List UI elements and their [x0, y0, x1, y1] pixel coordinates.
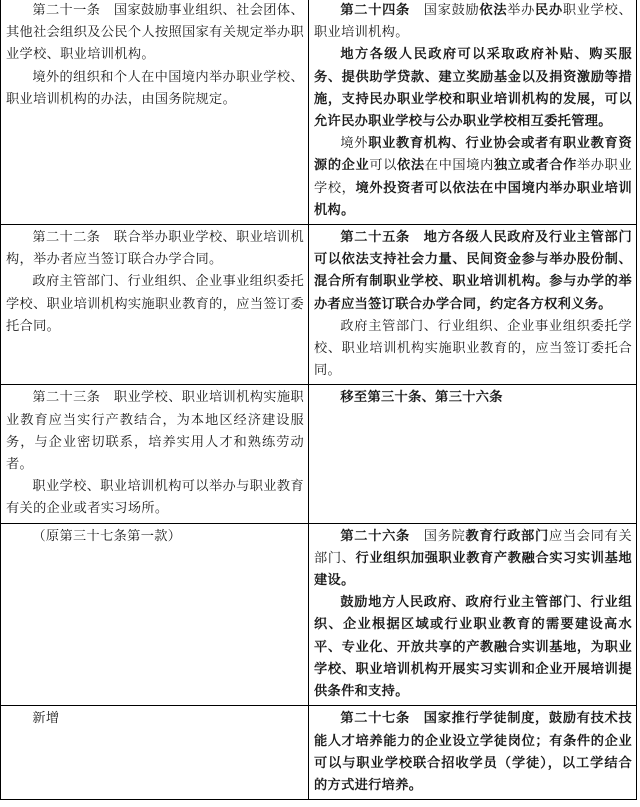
comparison-row	[1, 385, 637, 523]
article-paragraph	[314, 708, 632, 797]
article-paragraph	[6, 387, 304, 476]
comparison-row	[1, 225, 637, 385]
article-paragraph	[314, 316, 632, 383]
article-paragraph	[314, 526, 632, 593]
revised-text: 地方各级人民政府可以采取政府补贴、购买服务、提供助学贷款、建立奖励基金以及捐资激励等措施，支持民办职业学校和职业培训机构的发展，可以允许民办职业学校与公办职业学校相互委托管理。	[314, 47, 632, 130]
revised-text: 第二十四条	[340, 3, 410, 18]
original-note: 新增	[32, 711, 60, 727]
revised-text: 鼓励地方人民政府、政府行业主管部门、行业组织、企业根据区域或行业职业教育的需要建设高水平、专业化、开放共享的产教融合实训基地，为职业学校、职业培训机构开展实习实训和企业开展培训提供条件和支持。	[314, 595, 632, 700]
revised-text: 行业组织加强职业教育产教融合实习实训基地建设。	[314, 550, 632, 589]
text-run: 政府主管部门、行业组织、企业事业组织委托学校、职业培训机构实施职业教育的，应当签订委托合同。	[6, 274, 304, 334]
original-text-cell	[1, 706, 309, 800]
revised-text: 职业教育机构、行业协会或者有职业教育资源的企业	[314, 136, 632, 174]
original-text-cell	[1, 225, 309, 385]
article-paragraph	[6, 0, 304, 67]
comparison-row	[1, 706, 637, 800]
text-run: 职业学校、职业培训机构。	[314, 3, 633, 41]
revised-text-cell	[309, 385, 637, 523]
text-run: 应当会同有关部门、	[314, 528, 632, 566]
article-paragraph	[6, 476, 304, 520]
article-paragraph	[314, 227, 632, 316]
text-run: 举办职业学校，	[314, 158, 633, 196]
revised-text: 依法	[397, 158, 425, 174]
text-run: 境外	[340, 136, 369, 152]
revised-text: 第二十七条 国家推行学徒制度，鼓励有技术技能人才培养能力的企业设立学徒岗位；有条件的企业可以与职业学校联合招收学员（学徒），以工学结合的方式进行培养。	[314, 711, 632, 793]
text-run: 职业学校、职业培训机构可以举办与职业教育有关的企业或者实习场所。	[6, 479, 304, 517]
text-run: 第二十二条 联合举办职业学校、职业培训机构，举办者应当签订联合办学合同。	[6, 230, 304, 268]
revised-text: 民办	[535, 3, 563, 18]
article-paragraph	[6, 67, 304, 111]
revised-text-cell	[309, 0, 637, 225]
text-run: 在中国境内	[424, 158, 494, 174]
revised-text-cell	[309, 706, 637, 800]
article-paragraph	[314, 387, 632, 409]
revised-text: 第二十五条 地方各级人民政府及行业主管部门可以依法支持社会力量、民间资金参与举办股份制、混合所有制职业学校、职业培训机构。参与办学的举办者应当签订联合办学合同，约定各方权利义务。	[314, 230, 632, 312]
revised-text: 第二十六条	[340, 528, 410, 544]
revised-text: 教育行政部门	[465, 528, 549, 544]
article-paragraph	[314, 592, 632, 703]
original-text-cell	[1, 385, 309, 523]
text-run: 境外的组织和个人在中国境内举办职业学校、职业培训机构的办法，由国务院规定。	[6, 69, 304, 107]
original-note: （原第三十七条第一款）	[32, 528, 182, 544]
revised-text: 依法	[479, 3, 508, 18]
comparison-row	[1, 523, 637, 706]
revised-text: 境外投资者可以依法在中国境内举办职业培训机构。	[314, 180, 632, 218]
article-paragraph	[314, 44, 632, 133]
revised-text-cell	[309, 225, 637, 385]
article-paragraph	[6, 271, 304, 338]
comparison-table-body	[1, 0, 637, 800]
revised-text-cell	[309, 523, 637, 706]
article-paragraph	[314, 133, 632, 222]
original-text-cell	[1, 0, 309, 225]
text-run: 国家鼓励	[409, 3, 480, 18]
revised-text: 独立或者合作	[493, 158, 577, 174]
text-run: 第二十三条 职业学校、职业培训机构实施职业教育应当实行产教结合，为本地区经济建设服务，与企业密切联系，培养实用人才和熟练劳动者。	[6, 390, 304, 473]
original-text-cell	[1, 523, 309, 706]
text-run: 政府主管部门、行业组织、企业事业组织委托学校、职业培训机构实施职业教育的，应当签订委托合同。	[314, 318, 632, 379]
text-run: 举办	[507, 3, 536, 18]
text-run: 第二十一条 国家鼓励事业组织、社会团体、其他社会组织及公民个人按照国家有关规定举办职业学校、职业培训机构。	[6, 3, 304, 63]
text-run: 可以	[369, 158, 398, 174]
comparison-row	[1, 0, 637, 225]
article-paragraph	[6, 227, 304, 271]
article-paragraph	[314, 0, 632, 44]
text-run: 国务院	[409, 528, 466, 544]
revised-text: 移至第三十条、第三十六条	[340, 390, 503, 406]
